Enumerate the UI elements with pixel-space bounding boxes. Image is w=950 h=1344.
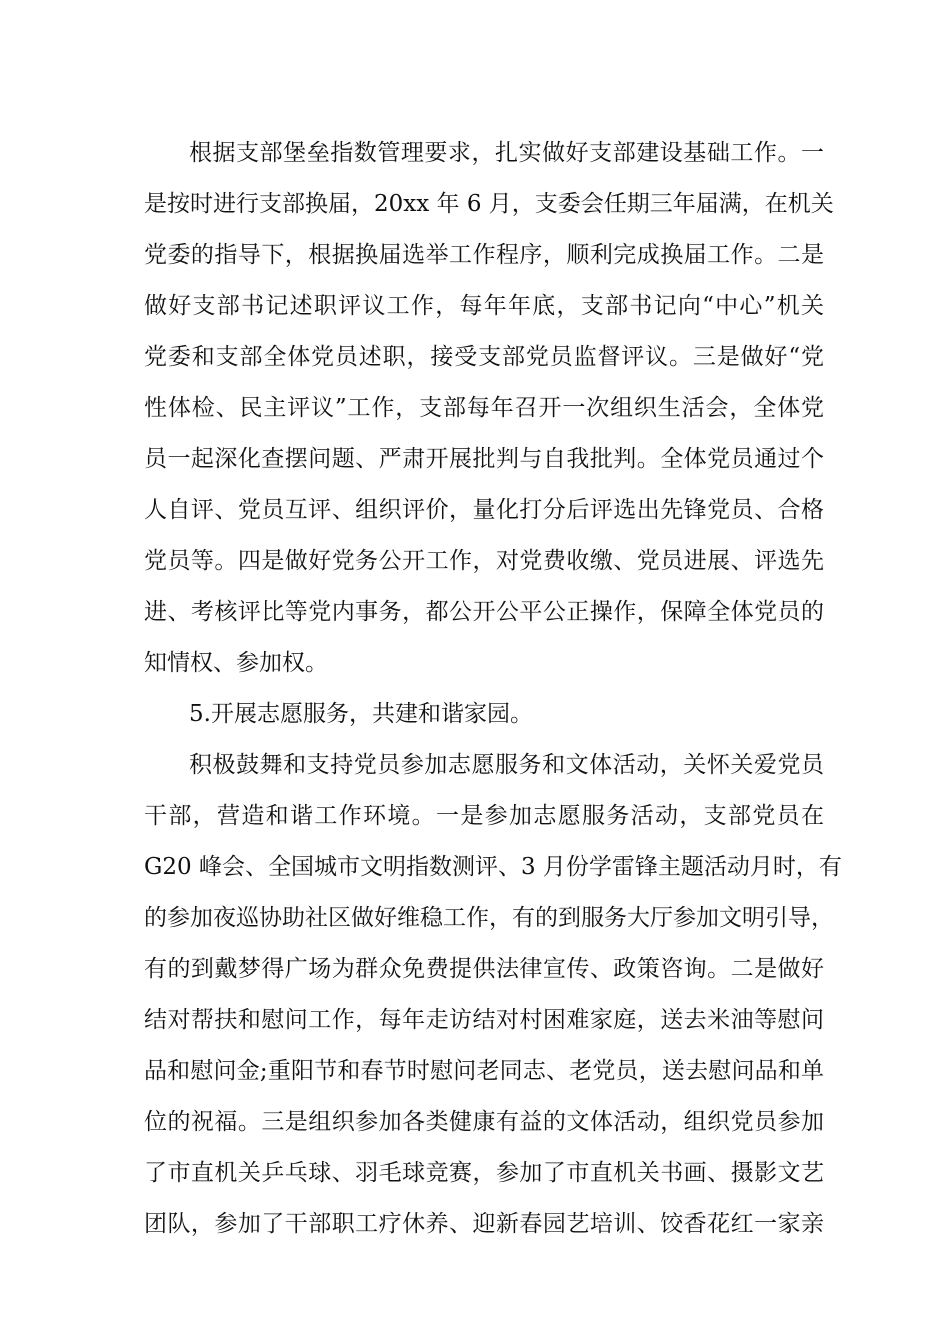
paragraph-line: 进、考核评比等党内事务，都公开公平公正操作，保障全体党员的 [144,599,824,625]
paragraph-line: 品和慰问金;重阳节和春节时慰问老同志、老党员，送去慰问品和单 [144,1058,824,1084]
paragraph-line: 是按时进行支部换届，20xx 年 6 月，支委会任期三年届满，在机关 [144,191,834,217]
paragraph-line: 根据支部堡垒指数管理要求，扎实做好支部建设基础工作。一 [189,140,824,166]
paragraph-line: 性体检、民主评议”工作，支部每年召开一次组织生活会，全体党 [144,395,824,421]
paragraph-line: 干部，营造和谐工作环境。一是参加志愿服务活动，支部党员在 [144,803,824,829]
paragraph-line: 团队，参加了干部职工疗休养、迎新春园艺培训、饺香花红一家亲 [144,1211,824,1237]
paragraph-line: 做好支部书记述职评议工作，每年年底，支部书记向“中心”机关 [144,293,824,319]
paragraph-line: 位的祝福。三是组织参加各类健康有益的文体活动，组织党员参加 [144,1109,824,1135]
paragraph-line: 结对帮扶和慰问工作，每年走访结对村困难家庭，送去米油等慰问 [144,1007,824,1033]
paragraph-line: 党委的指导下，根据换届选举工作程序，顺利完成换届工作。二是 [144,242,824,268]
paragraph-line: G20 峰会、全国城市文明指数测评、3 月份学雷锋主题活动月时，有 [144,854,842,880]
paragraph-line: 员一起深化查摆问题、严肃开展批判与自我批判。全体党员通过个 [144,446,824,472]
paragraph-line: 积极鼓舞和支持党员参加志愿服务和文体活动，关怀关爱党员 [189,752,824,778]
section-heading: 5.开展志愿服务，共建和谐家园。 [189,701,533,727]
paragraph-line: 人自评、党员互评、组织评价，量化打分后评选出先锋党员、合格 [144,497,824,523]
paragraph-line: 的参加夜巡协助社区做好维稳工作，有的到服务大厅参加文明引导， [144,905,834,931]
paragraph-line: 党委和支部全体党员述职，接受支部党员监督评议。三是做好“党 [144,344,824,370]
paragraph-line: 知情权、参加权。 [144,650,328,676]
paragraph-line: 了市直机关乒乓球、羽毛球竞赛，参加了市直机关书画、摄影文艺 [144,1160,824,1186]
paragraph-line: 有的到戴梦得广场为群众免费提供法律宣传、政策咨询。二是做好 [144,956,824,982]
paragraph-line: 党员等。四是做好党务公开工作，对党费收缴、党员进展、评选先 [144,548,824,574]
